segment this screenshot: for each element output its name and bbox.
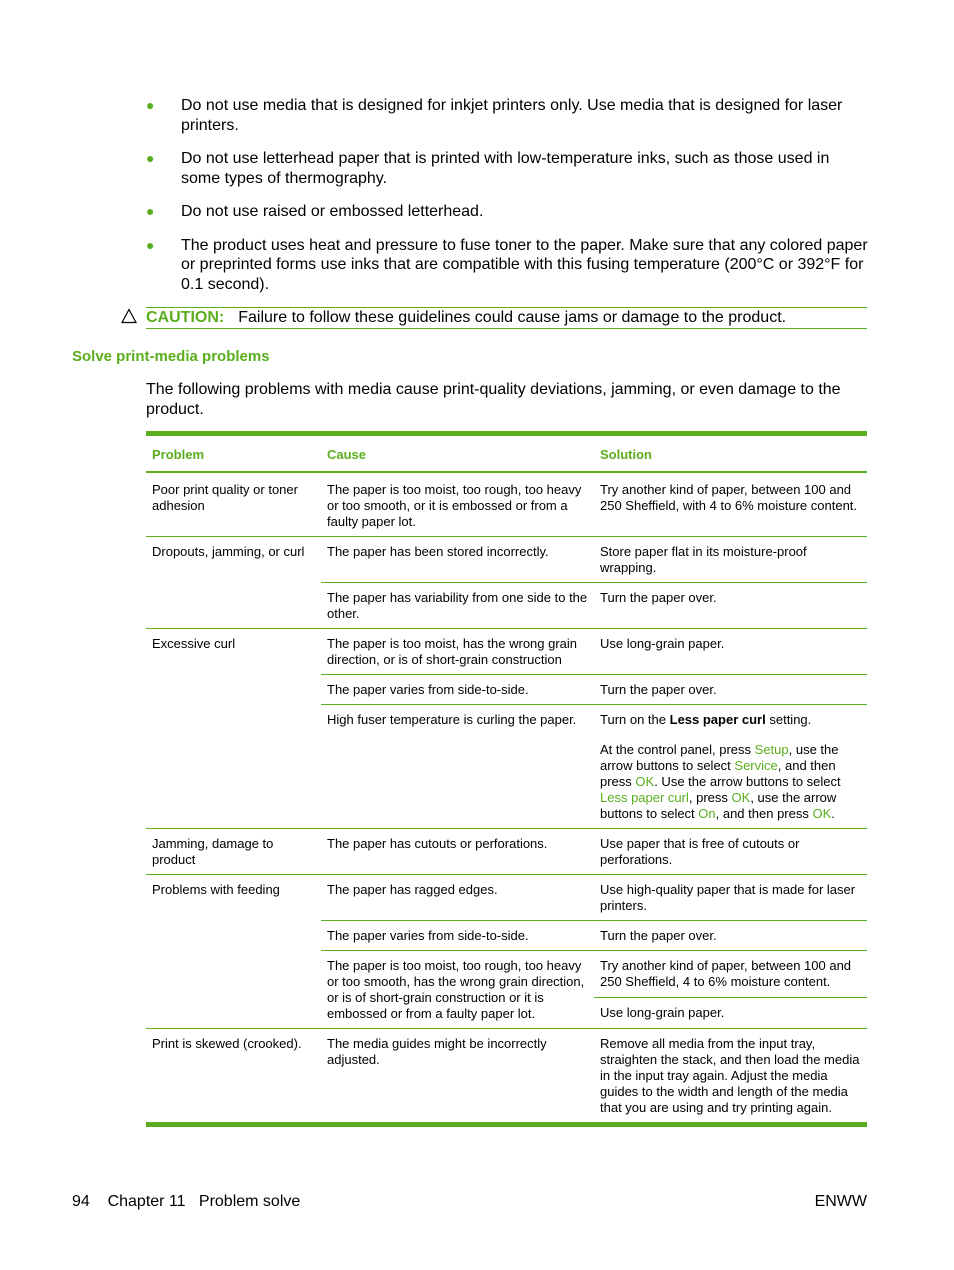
caution-note <box>146 307 867 329</box>
cause-cell: The paper varies from side-to-side. <box>321 921 594 951</box>
ok-link[interactable]: OK <box>635 774 655 789</box>
problem-cell: Excessive curl <box>146 629 321 829</box>
table-header-row <box>146 434 867 473</box>
header-solution: Solution <box>594 434 867 473</box>
cause-cell: The media guides might be incorrectly adjusted. <box>327 1036 547 1067</box>
section-title: Solve print-media problems <box>72 348 270 365</box>
problem-cell: Poor print quality or toner adhesion <box>146 472 321 537</box>
print-media-problems-table <box>146 431 867 1127</box>
list-item: ● Do not use raised or embossed letterhead. <box>146 203 484 220</box>
caution-label: CAUTION: <box>146 309 225 326</box>
table-row <box>146 1029 867 1125</box>
on-link[interactable]: On <box>698 806 716 821</box>
table-row <box>146 875 867 921</box>
section-intro: The following problems with media cause print-quality deviations, jamming, or even damage to the product. <box>146 381 841 418</box>
problem-cell: Problems with feeding <box>146 875 321 1029</box>
solution-cell: Use high-quality paper that is made for laser printers. <box>594 875 867 921</box>
list-item: ● Do not use media that is designed for inkjet printers only. Use media that is designed for laser printers. <box>146 97 843 134</box>
table-row <box>146 537 867 583</box>
footer-right-label: ENWW <box>814 1193 867 1210</box>
page-footer <box>72 1193 867 1211</box>
caution-text: Failure to follow these guidelines could cause jams or damage to the product. <box>238 309 787 326</box>
bullet-icon: ● <box>146 236 155 253</box>
cause-cell: The paper varies from side-to-side. <box>321 675 594 705</box>
solution-cell: Use long-grain paper. <box>594 998 867 1029</box>
list-item: ● Do not use letterhead paper that is printed with low-temperature inks, such as those used in some types of thermography. <box>146 150 830 187</box>
bullet-icon: ● <box>146 203 155 219</box>
service-link[interactable]: Service <box>734 758 778 773</box>
table-row <box>146 472 867 537</box>
cause-cell: High fuser temperature is curling the paper. <box>321 705 594 829</box>
chapter-label: Chapter 11 <box>107 1193 186 1210</box>
setup-link[interactable]: Setup <box>754 742 789 757</box>
cause-cell: The paper has been stored incorrectly. <box>321 537 594 583</box>
cause-cell: The paper has variability from one side to the other. <box>321 583 594 629</box>
solution-cell: Try another kind of paper, between 100 and 250 Sheffield, with 4 to 6% moisture content. <box>594 472 867 537</box>
solution-cell: Use long-grain paper. <box>594 629 867 675</box>
cause-cell: The paper has cutouts or perforations. <box>321 829 594 875</box>
page-number: 94 <box>72 1193 90 1210</box>
bullet-icon: ● <box>146 150 155 166</box>
solution-cell: Store paper flat in its moisture-proof wrapping. <box>594 537 867 583</box>
solution-cell <box>594 705 867 829</box>
solution-cell: Turn the paper over. <box>594 583 867 629</box>
solution-cell: Remove all media from the input tray, straighten the stack, and then load the media in the input tray again. Adjust the media guides to the width and length of the media that you are using and try printing again. <box>600 1036 860 1115</box>
less-paper-curl-setting: Less paper curl <box>669 712 766 727</box>
problem-cell: Jamming, damage to product <box>146 829 321 875</box>
cause-cell: The paper is too moist, too rough, too heavy or too smooth, has the wrong grain direction, or is of short-grain construction or it is embossed or from a faulty paper lot. <box>321 951 594 1029</box>
chapter-title: Problem solve <box>198 1193 301 1210</box>
table-row <box>146 829 867 875</box>
list-item: ● The product uses heat and pressure to fuse toner to the paper. Make sure that any colored paper or preprinted forms use inks that are compatible with this fusing temperature (200°C or 392°F for 0.1 second). <box>146 236 868 293</box>
solution-cell: Turn the paper over. <box>594 921 867 951</box>
problem-cell: Print is skewed (crooked). <box>152 1036 302 1051</box>
less-paper-curl-link[interactable]: Less paper curl <box>600 790 689 805</box>
caution-triangle-icon <box>121 308 137 324</box>
bullet-icon: ● <box>146 97 155 113</box>
guideline-list <box>146 96 870 308</box>
header-cause: Cause <box>321 434 594 473</box>
table-row <box>146 629 867 675</box>
less-curl-setting-text: Turn on the Less paper curl setting. <box>600 712 812 727</box>
problem-cell: Dropouts, jamming, or curl <box>146 537 321 629</box>
cause-cell: The paper is too moist, has the wrong grain direction, or is of short-grain construction <box>321 629 594 675</box>
ok-link[interactable]: OK <box>731 790 751 805</box>
header-problem: Problem <box>146 434 321 473</box>
cause-cell: The paper is too moist, too rough, too heavy or too smooth, or it is embossed or from a faulty paper lot. <box>321 472 594 537</box>
ok-link[interactable]: OK <box>812 806 832 821</box>
control-panel-steps: At the control panel, press Setup, use the arrow buttons to select Service, and then press OK. Use the arrow buttons to select Less paper curl, press OK, use the arrow buttons to select On, and then press OK. <box>600 742 841 821</box>
cause-cell: The paper has ragged edges. <box>321 875 594 921</box>
solution-cell: Try another kind of paper, between 100 and 250 Sheffield, 4 to 6% moisture content. <box>594 951 867 998</box>
solution-cell: Turn the paper over. <box>594 675 867 705</box>
solution-cell: Use paper that is free of cutouts or perforations. <box>594 829 867 875</box>
